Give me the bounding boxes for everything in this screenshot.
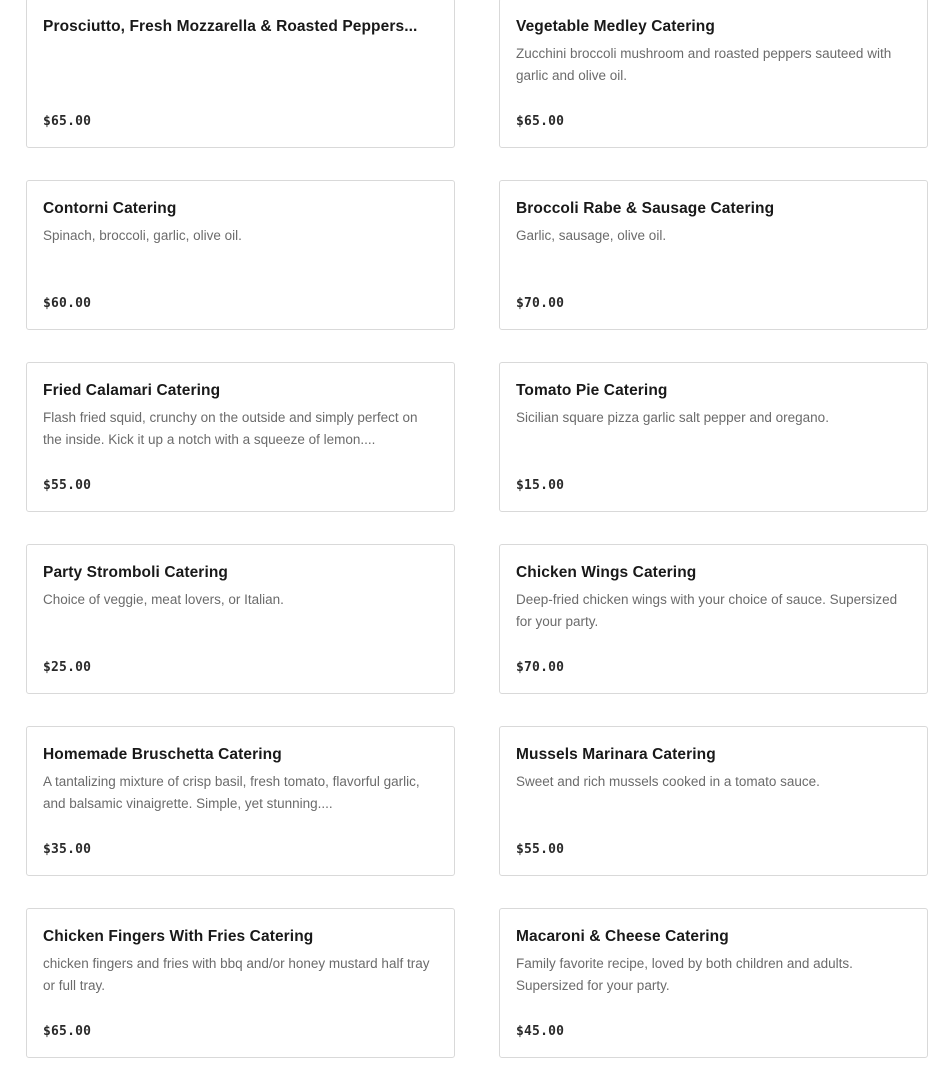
menu-item-card[interactable] (499, 362, 928, 512)
menu-item-price: $60.00 (43, 296, 92, 311)
menu-item-name: Chicken Wings Catering (516, 564, 697, 581)
menu-item-description: Zucchini broccoli mushroom and roasted peppers sauteed with garlic and olive oil. (516, 46, 892, 83)
menu-item-card[interactable] (26, 0, 455, 148)
menu-item-name: Party Stromboli Catering (43, 564, 228, 581)
menu-item-name: Vegetable Medley Catering (516, 18, 715, 35)
menu-item-price: $70.00 (516, 296, 565, 311)
menu-item-card[interactable] (499, 0, 928, 148)
menu-item-card[interactable] (499, 544, 928, 694)
menu-item-description: Choice of veggie, meat lovers, or Italian. (43, 592, 284, 607)
menu-item-price: $65.00 (516, 114, 565, 129)
menu-item-price: $55.00 (43, 478, 92, 493)
menu-item-name: Mussels Marinara Catering (516, 746, 716, 763)
menu-item-description: chicken fingers and fries with bbq and/or honey mustard half tray or full tray. (43, 956, 430, 993)
menu-item-price: $70.00 (516, 660, 565, 675)
menu-item-name: Chicken Fingers With Fries Catering (43, 928, 314, 945)
menu-item-description: Deep-fried chicken wings with your choice of sauce. Supersized for your party. (516, 592, 898, 629)
menu-item-description: Sicilian square pizza garlic salt pepper and oregano. (516, 410, 829, 425)
menu-item-description: A tantalizing mixture of crisp basil, fresh tomato, flavorful garlic, and balsamic vinaigrette. Simple, yet stunning.... (43, 774, 420, 811)
menu-item-price: $55.00 (516, 842, 565, 857)
menu-item-card[interactable] (26, 362, 455, 512)
menu-item-name: Fried Calamari Catering (43, 382, 221, 399)
menu-item-card[interactable] (26, 544, 455, 694)
menu-item-name: Contorni Catering (43, 200, 177, 217)
menu-item-price: $45.00 (516, 1024, 565, 1039)
menu-item-price: $15.00 (516, 478, 565, 493)
menu-item-price: $65.00 (43, 1024, 92, 1039)
menu-item-name: Broccoli Rabe & Sausage Catering (516, 200, 775, 217)
menu-item-name: Homemade Bruschetta Catering (43, 746, 282, 763)
menu-item-price: $65.00 (43, 114, 92, 129)
menu-items-grid (26, 0, 928, 1058)
menu-item-price: $25.00 (43, 660, 92, 675)
menu-item-description: Garlic, sausage, olive oil. (516, 228, 667, 243)
menu-item-card[interactable] (26, 908, 455, 1058)
menu-item-card[interactable] (26, 180, 455, 330)
menu-item-name: Macaroni & Cheese Catering (516, 928, 729, 945)
menu-item-name: Prosciutto, Fresh Mozzarella & Roasted Peppers... (43, 18, 418, 35)
menu-item-description: Flash fried squid, crunchy on the outside and simply perfect on the inside. Kick it up a notch with a squeeze of lemon.... (43, 410, 418, 447)
menu-item-card[interactable] (26, 726, 455, 876)
menu-item-card[interactable] (499, 726, 928, 876)
menu-item-description: Family favorite recipe, loved by both children and adults. Supersized for your party. (516, 956, 853, 993)
menu-item-description: Sweet and rich mussels cooked in a tomato sauce. (516, 774, 820, 789)
menu-item-description: Spinach, broccoli, garlic, olive oil. (43, 228, 242, 243)
menu-item-card[interactable] (499, 180, 928, 330)
menu-item-price: $35.00 (43, 842, 92, 857)
menu-item-card[interactable] (499, 908, 928, 1058)
menu-item-name: Tomato Pie Catering (516, 382, 668, 399)
